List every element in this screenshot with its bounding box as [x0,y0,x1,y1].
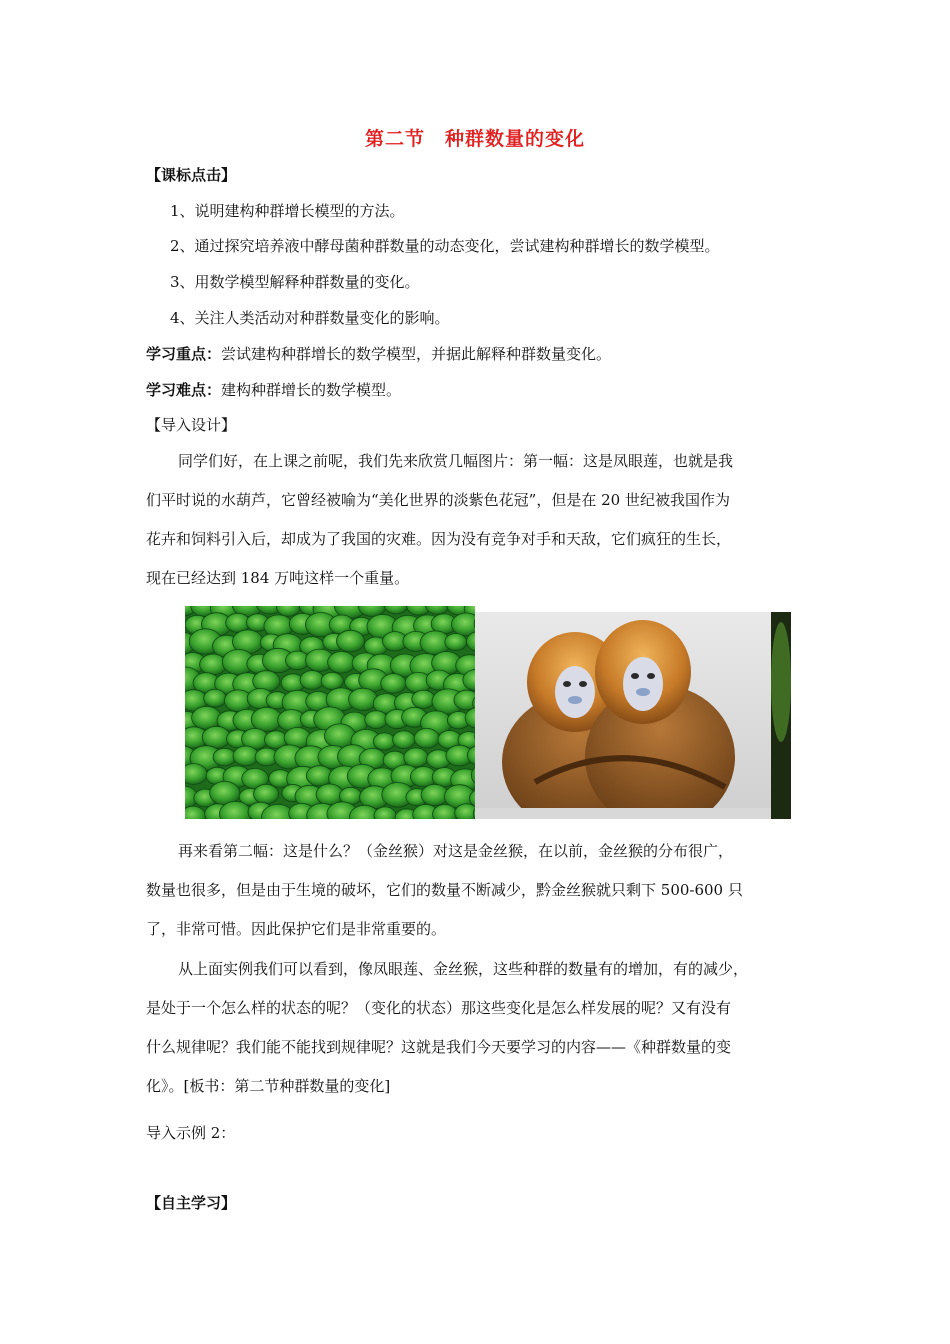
paragraph-line: 从上面实例我们可以看到，像凤眼莲、金丝猴，这些种群的数量有的增加，有的减少， [178,960,749,978]
leaf-shape [349,688,378,710]
difficulty-label: 学习难点： [146,381,222,399]
leaf-shape [454,690,475,710]
paragraph-line: 们平时说的水葫芦，它曾经被喻为“美化世界的淡紫色花冠”，但是在 20 世纪被我国作为 [146,491,730,509]
paragraph-line: 再来看第二幅：这是什么？（金丝猴）对这是金丝猴，在以前，金丝猴的分布很广， [178,842,734,860]
kebiao-item-1: 1、说明建构种群增长模型的方法。 [170,202,405,220]
intro-paragraph-3 [146,950,822,1106]
kebiao-item-3: 3、用数学模型解释种群数量的变化。 [170,273,420,291]
key-point-line [146,343,611,364]
leaf-shape [192,706,222,729]
example-2-label: 导入示例 2： [146,1124,236,1142]
leaf-shape [254,784,279,804]
difficulty-line [146,379,401,400]
leaf-shape [414,728,439,748]
section-header-kebiao: 【课标点击】 [146,166,237,184]
leaf-shape [365,711,388,729]
paragraph-line: 花卉和饲料引入后，却成为了我国的灾难。因为没有竞争对手和天敌，它们疯狂的生长， [146,530,732,548]
water-hyacinth-photo [185,606,475,819]
paragraph-line: 化》。[板书：第二节种群数量的变化] [146,1077,391,1095]
leaf-shape [321,672,343,689]
paragraph-line: 同学们好，在上课之前呢，我们先来欣赏几幅图片：第一幅：这是凤眼莲，也就是我 [178,452,734,470]
leaf-shape [300,671,324,690]
difficulty-text: 建构种群增长的数学模型。 [221,381,402,399]
leaf-shape [393,731,416,749]
leaf-shape [337,630,365,652]
leaf-shape [373,733,395,750]
key-point-label: 学习重点： [146,345,222,363]
paragraph-line: 什么规律呢？我们能不能找到规律呢？这就是我们今天要学习的内容——《种群数量的变 [146,1038,732,1056]
leaf-shape [213,748,236,766]
paragraph-line: 现在已经达到 184 万吨这样一个重量。 [146,569,410,587]
kebiao-item-2: 2、通过探究培养液中酵母菌种群数量的动态变化，尝试建构种群增长的数学模型。 [170,237,720,255]
paragraph-line: 了，非常可惜。因此保护它们是非常重要的。 [146,920,447,938]
intro-paragraph-1 [146,442,822,598]
kebiao-item-4: 4、关注人类活动对种群数量变化的影响。 [170,309,450,327]
leaf-shape [412,690,435,708]
illustration-row [185,606,791,819]
leaf-shape [445,634,467,651]
paragraph-line: 是处于一个怎么样的状态的呢？（变化的状态）那这些变化是怎么样发展的呢？又有没有 [146,999,732,1017]
paragraph-line: 数量也很多，但是由于生境的破坏，它们的数量不断减少，黔金丝猴就只剩下 500-600 只 [146,881,743,899]
leaf-shape [185,764,207,785]
section-header-zizhu: 【自主学习】 [146,1194,237,1212]
leaf-shape [204,689,227,707]
golden-monkey-photo [475,612,791,819]
key-point-text: 尝试建构种群增长的数学模型，并据此解释种群数量变化。 [221,345,612,363]
leaf-shape [328,652,356,674]
intro-paragraph-2 [146,832,822,949]
leaf-shape [404,748,428,767]
leaf-shape [381,674,406,694]
page-title: 第二节 种群数量的变化 [364,128,585,150]
section-header-daoru: 【导入设计】 [146,416,237,434]
